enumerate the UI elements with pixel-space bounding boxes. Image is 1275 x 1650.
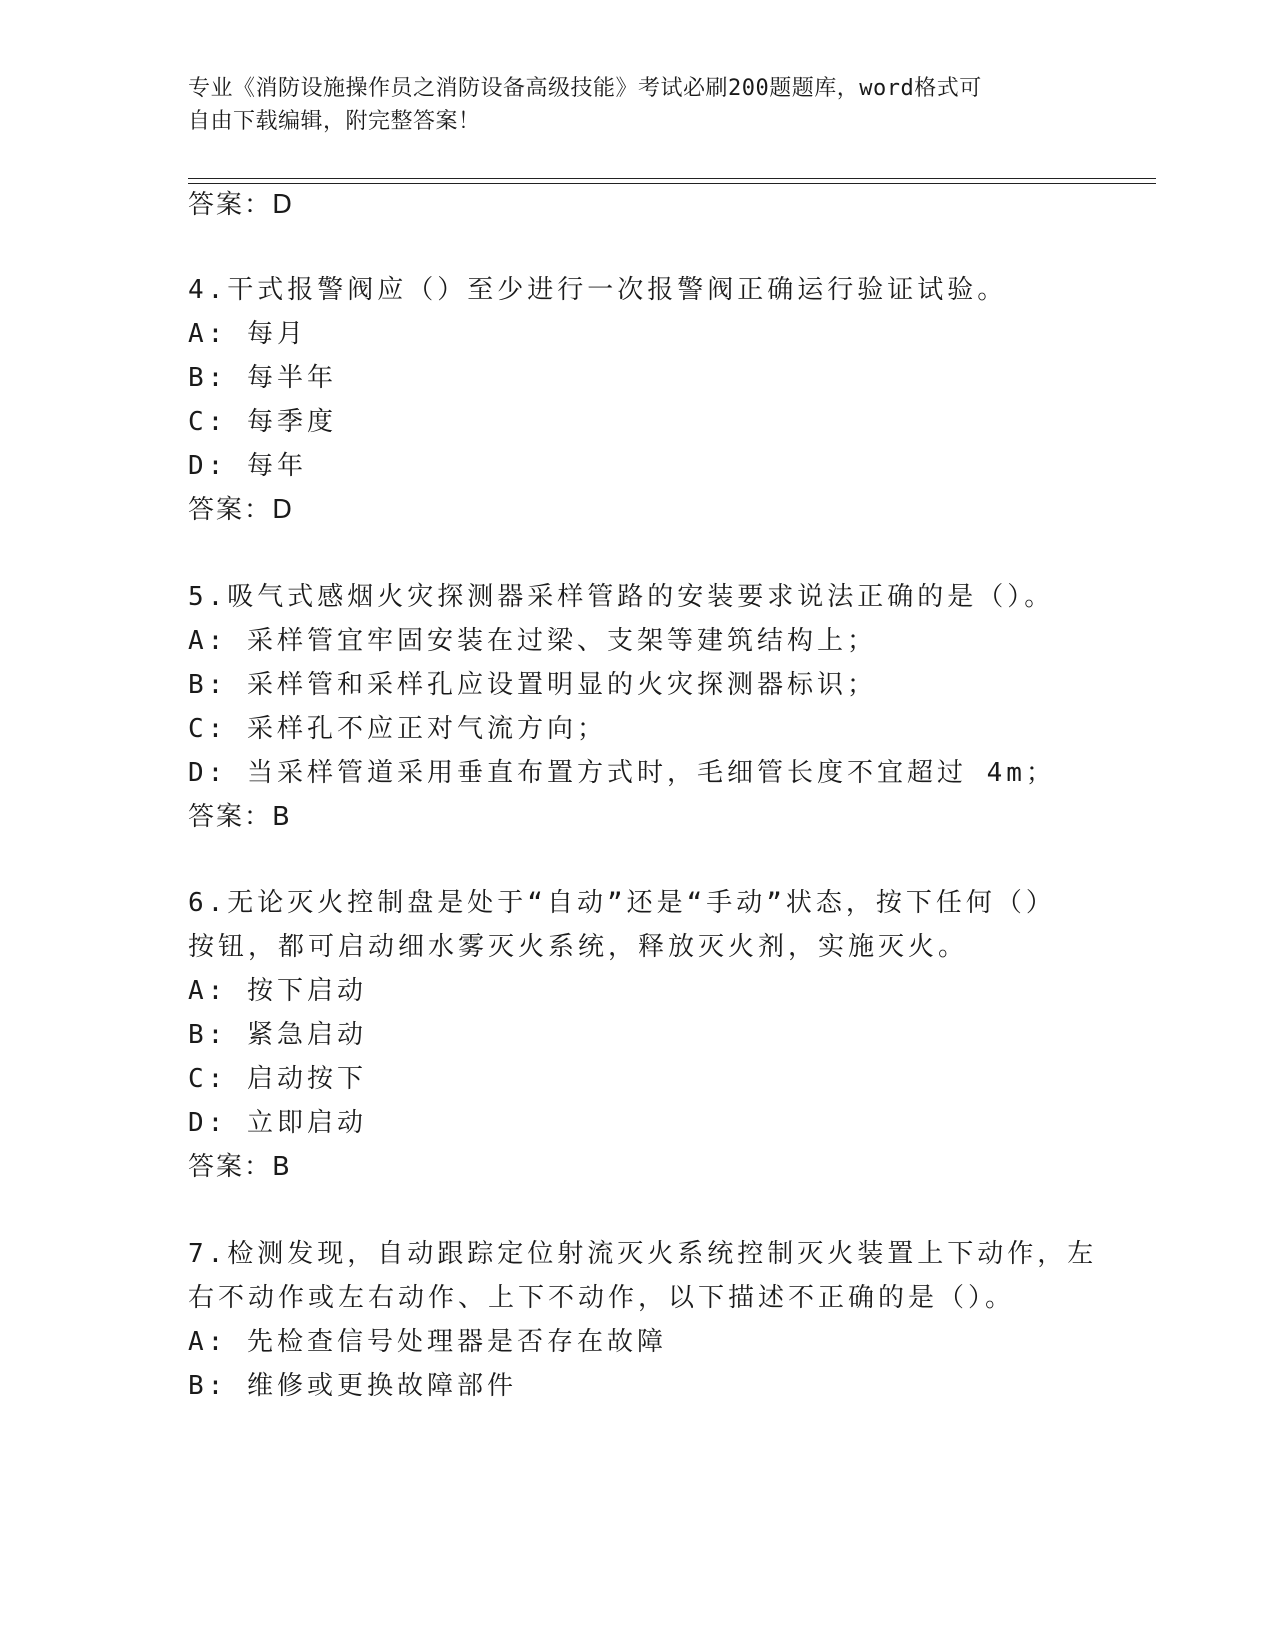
header-divider-bottom <box>188 183 1156 184</box>
question-6-stem-line-1: 6.无论灭火控制盘是处于“自动”还是“手动”状态，按下任何（） <box>188 888 1056 918</box>
header-divider-top <box>188 178 1156 179</box>
document-header <box>188 72 1068 138</box>
question-6-option-a: A: 按下启动 <box>188 976 367 1006</box>
question-6-option-d: D: 立即启动 <box>188 1108 367 1138</box>
question-4-option-c: C: 每季度 <box>188 407 337 437</box>
previous-answer: 答案：D <box>188 190 295 220</box>
question-7-stem-line-1: 7.检测发现，自动跟踪定位射流灭火系统控制灭火装置上下动作，左 <box>188 1239 1098 1269</box>
question-4-option-b: B: 每半年 <box>188 363 337 393</box>
question-5-option-a: A: 采样管宜牢固安装在过梁、支架等建筑结构上； <box>188 626 877 656</box>
question-5-option-b: B: 采样管和采样孔应设置明显的火灾探测器标识； <box>188 670 877 700</box>
question-7-option-b: B: 维修或更换故障部件 <box>188 1371 517 1401</box>
question-7-option-a: A: 先检查信号处理器是否存在故障 <box>188 1327 667 1357</box>
question-5-option-d: D: 当采样管道采用垂直布置方式时，毛细管长度不宜超过 4m； <box>188 758 1056 788</box>
question-5-option-c: C: 采样孔不应正对气流方向； <box>188 714 607 744</box>
question-7-stem-line-2: 右不动作或左右动作、上下不动作，以下描述不正确的是（）。 <box>188 1283 1016 1313</box>
header-line-2: 自由下载编辑，附完整答案！ <box>188 109 481 134</box>
question-5-stem: 5.吸气式感烟火灾探测器采样管路的安装要求说法正确的是（）。 <box>188 582 1055 612</box>
question-6-answer: 答案：B <box>188 1152 292 1182</box>
question-4-option-d: D: 每年 <box>188 451 307 481</box>
header-line-1: 专业《消防设施操作员之消防设备高级技能》考试必刷200题题库，word格式可 <box>188 76 982 101</box>
question-6-option-b: B: 紧急启动 <box>188 1020 367 1050</box>
question-4-option-a: A: 每月 <box>188 319 307 349</box>
question-6-stem-line-2: 按钮，都可启动细水雾灭火系统，释放灭火剂，实施灭火。 <box>188 932 969 962</box>
question-4-answer: 答案：D <box>188 495 295 525</box>
question-5-answer: 答案：B <box>188 802 292 832</box>
question-6-option-c: C: 启动按下 <box>188 1064 367 1094</box>
question-4-stem: 4.干式报警阀应（）至少进行一次报警阀正确运行验证试验。 <box>188 275 1008 305</box>
